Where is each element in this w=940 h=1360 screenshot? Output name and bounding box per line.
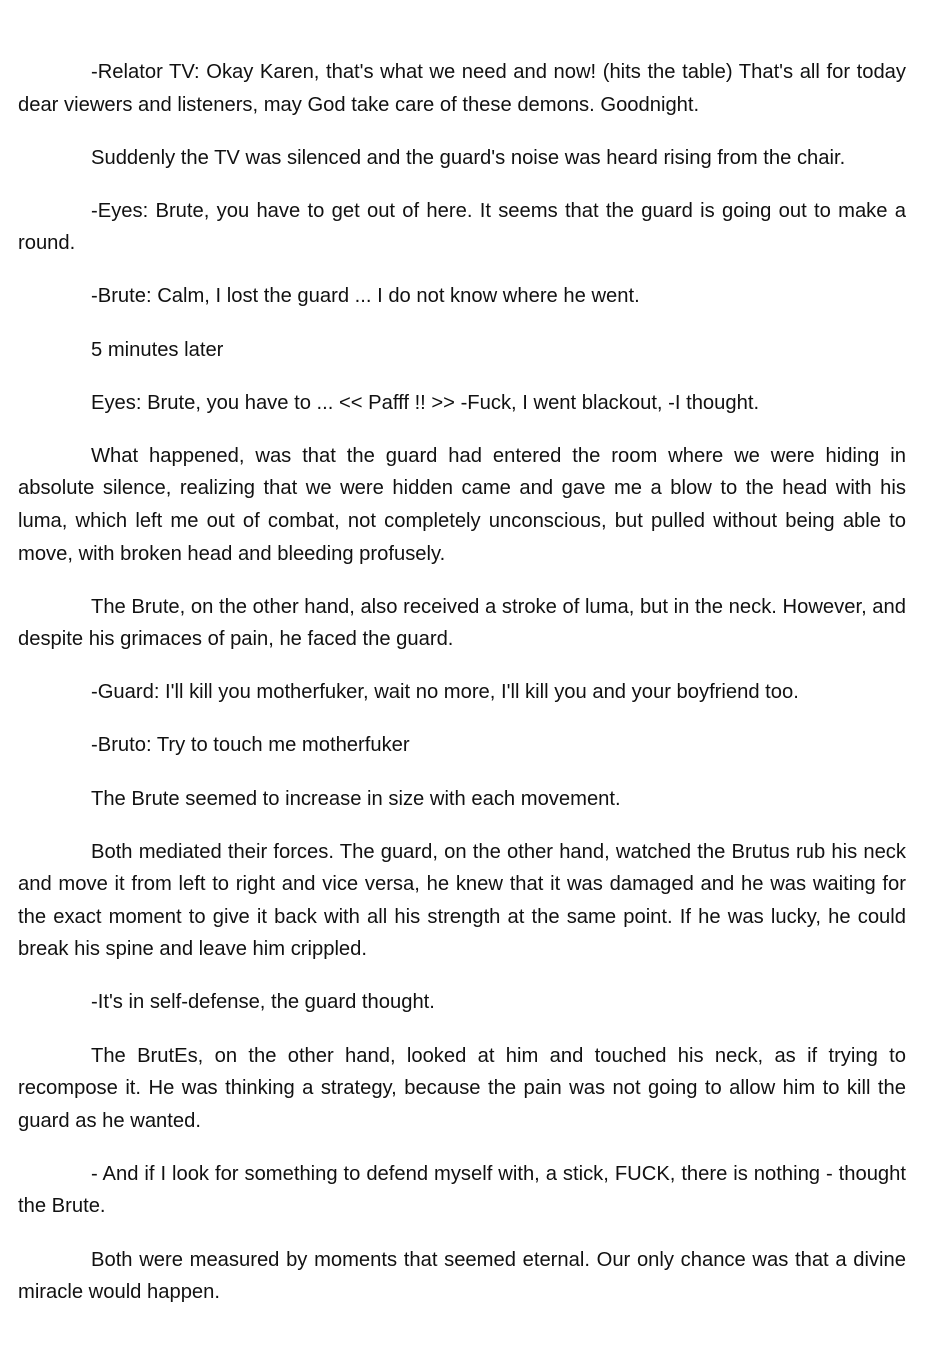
paragraph: -It's in self-defense, the guard thought. xyxy=(91,991,435,1014)
document-page xyxy=(18,56,906,1329)
paragraph: -Brute: Calm, I lost the guard ... I do not know where he went. xyxy=(91,285,640,308)
paragraph: -Relator TV: Okay Karen, that's what we need and now! (hits the table) That's all for today dear viewers and listeners, may God take care of these demons. Goodnight. xyxy=(18,61,906,116)
paragraph: - And if I look for something to defend myself with, a stick, FUCK, there is nothing - thought the Brute. xyxy=(18,1162,906,1218)
paragraph: The Brute, on the other hand, also received a stroke of luma, but in the neck. However, and despite his grimaces of pain, he faced the guard. xyxy=(18,595,906,651)
paragraph: Eyes: Brute, you have to ... << Pafff !! >> -Fuck, I went blackout, -I thought. xyxy=(91,391,760,414)
paragraph: Suddenly the TV was silenced and the guard's noise was heard rising from the chair. xyxy=(91,146,846,169)
paragraph: -Guard: I'll kill you motherfuker, wait no more, I'll kill you and your boyfriend too. xyxy=(91,681,799,704)
paragraph: Both were measured by moments that seemed eternal. Our only chance was that a divine miracle would happen. xyxy=(18,1248,906,1304)
paragraph: The Brute seemed to increase in size with each movement. xyxy=(91,787,621,810)
paragraph: Both mediated their forces. The guard, on the other hand, watched the Brutus rub his neck and move it from left to right and vice versa, he knew that it was damaged and he was waiting for the exact moment to give it back with all his strength at the same point. If he was lucky, he could break his spine and leave him crippled. xyxy=(18,840,906,961)
paragraph: -Eyes: Brute, you have to get out of here. It seems that the guard is going out to make a round. xyxy=(18,199,906,255)
paragraph: -Bruto: Try to touch me motherfuker xyxy=(91,734,410,757)
paragraph: The BrutEs, on the other hand, looked at him and touched his neck, as if trying to recompose it. He was thinking a strategy, because the pain was not going to allow him to kill the guard as he wanted. xyxy=(18,1044,906,1132)
paragraph: 5 minutes later xyxy=(91,338,224,361)
paragraph: What happened, was that the guard had entered the room where we were hiding in absolute silence, realizing that we were hidden came and gave me a blow to the head with his luma, which left me out of combat, not completely unconscious, but pulled without being able to move, with broken head and bleeding profusely. xyxy=(18,444,906,565)
